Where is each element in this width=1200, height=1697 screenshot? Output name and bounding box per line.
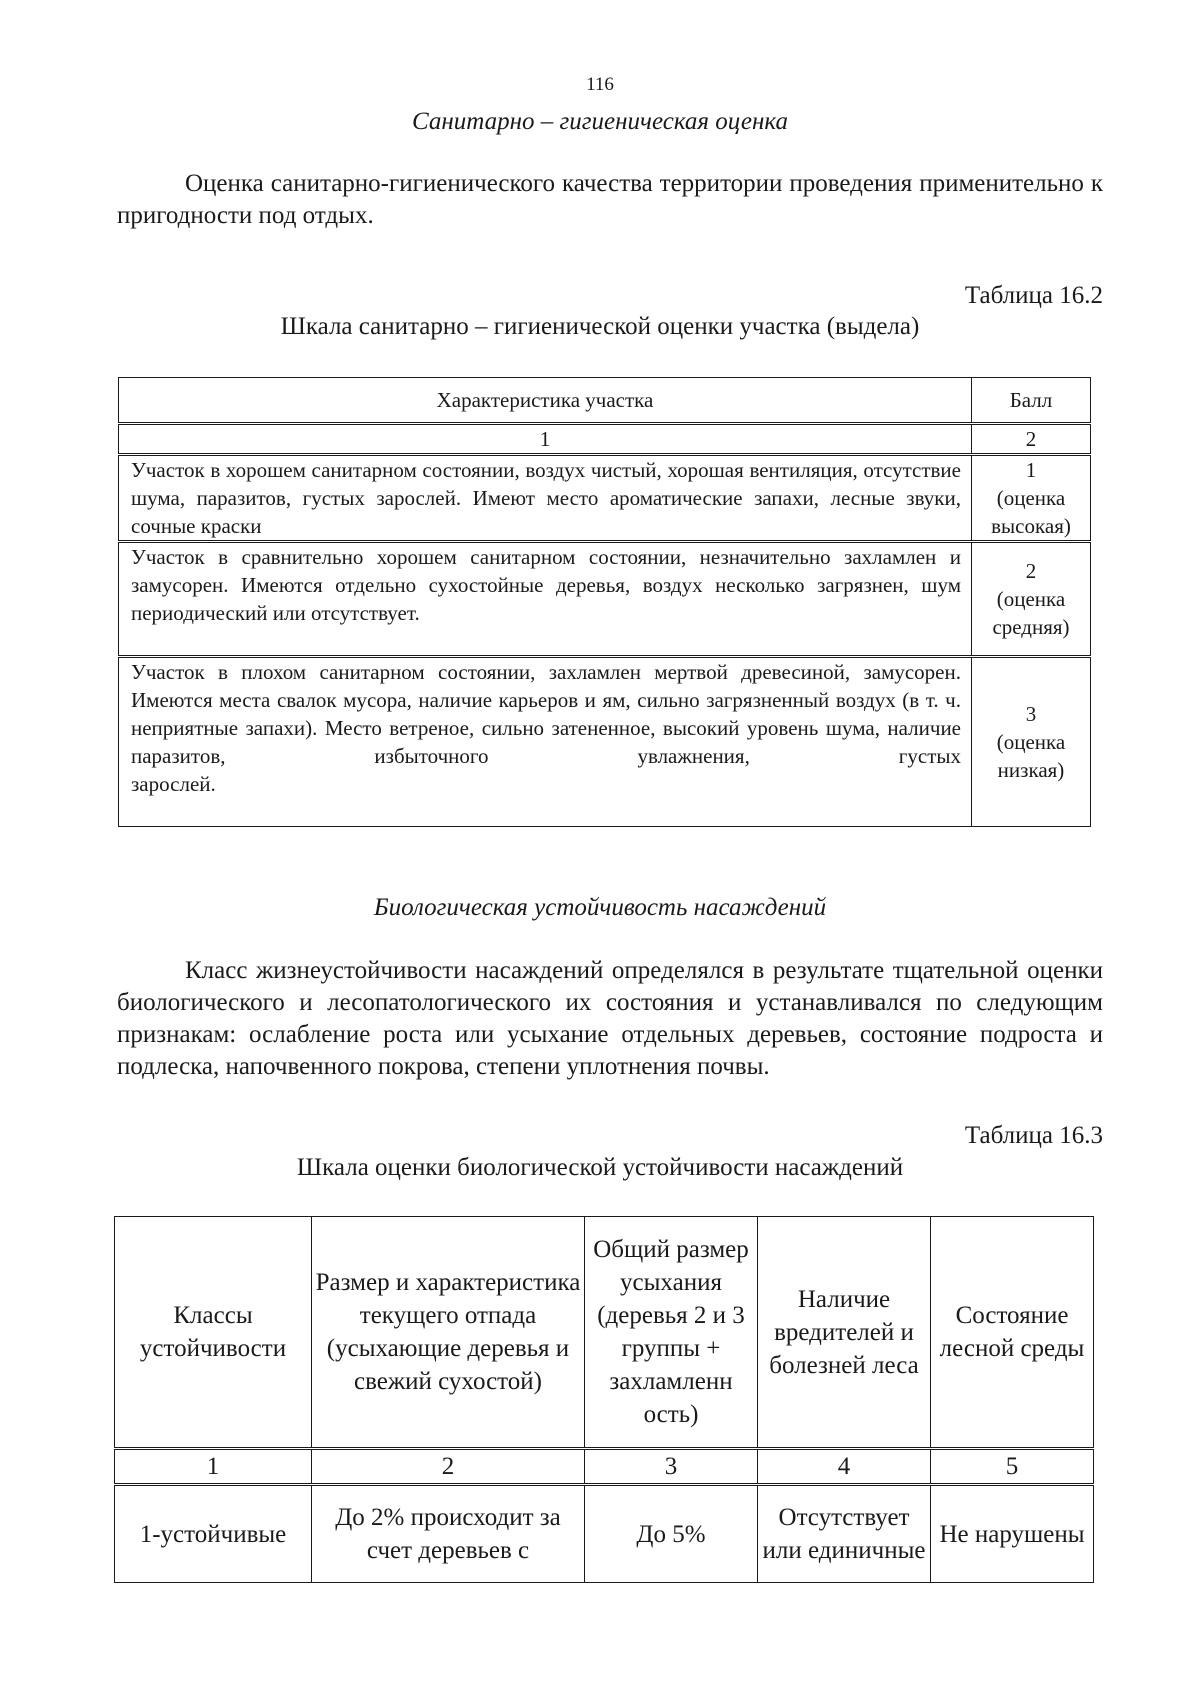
sanitary-scale-table	[118, 377, 1091, 827]
header-current-loss: Размер и характеристика текущего отпада (усыхающие деревья и свежий сухостой)	[312, 1217, 585, 1449]
header-total-drying: Общий размер усыхания (деревья 2 и 3 группы + захламленн ость)	[585, 1217, 758, 1449]
table-row	[115, 1485, 1094, 1583]
row-score-cell	[972, 455, 1091, 542]
row-score-cell	[972, 542, 1091, 657]
header-score: Балл	[972, 378, 1091, 424]
row-description: Участок в сравнительно хорошем санитарном состоянии, незначительно захламлен и замусорен. Имеются отдельно сухостойные деревья, воздух несколько загрязнен, шум периодический или отсутствует.	[119, 542, 972, 657]
row-description: Участок в хорошем санитарном состоянии, воздух чистый, хорошая вентиляция, отсутствие шума, паразитов, густых зарослей. Имеют место ароматические запахи, лесные звуки, сочные краски	[119, 455, 972, 542]
column-number-row	[119, 424, 1091, 455]
row-score: 1	[1025, 458, 1037, 482]
row-score: 2	[1025, 559, 1037, 583]
row-score-cell	[972, 657, 1091, 827]
column-number: 4	[758, 1449, 931, 1485]
row-description: Участок в плохом санитарном состоянии, захламлен мертвой древесиной, замусорен. Имеются места свалок мусора, наличие карьеров и ям, сильно загрязненный воздух (в т. ч. неприятные запахи). Место ветреное, сильно затененное, высокий уровень шума, наличие паразитов, избыточного увлажнения, густых	[131, 660, 961, 768]
column-number: 5	[931, 1449, 1094, 1485]
table-title-16-2: Шкала санитарно – гигиенической оценки участка (выдела)	[280, 313, 920, 340]
row-score: 3	[1025, 702, 1037, 726]
row-score-label: (оценка средняя)	[992, 587, 1070, 639]
biological-stability-table	[114, 1216, 1094, 1583]
cell-total-drying: До 5%	[585, 1485, 758, 1583]
column-number: 3	[585, 1449, 758, 1485]
section-heading-sanitary: Санитарно – гигиеническая оценка	[412, 108, 788, 135]
table-number-16-2: Таблица 16.2	[964, 282, 1103, 309]
paragraph-biological: Класс жизнеустойчивости насаждений определялся в результате тщательной оценки биологического и лесопатологического их состояния и устанавливался по следующим признакам: ослабление роста или усыхание отдельных деревьев, состояние подроста и подлеска, напочвенного покрова, степени уплотнения почвы.	[117, 957, 1103, 1080]
table-row	[119, 657, 1091, 827]
paragraph-sanitary: Оценка санитарно-гигиенического качества территории проведения применительно к пригодности под отдых.	[117, 170, 1103, 229]
table-row	[119, 542, 1091, 657]
column-number: 2	[972, 424, 1091, 455]
table-header-row	[119, 378, 1091, 424]
column-number: 1	[119, 424, 972, 455]
header-characteristic: Характеристика участка	[119, 378, 972, 424]
table-header-row	[115, 1217, 1094, 1449]
column-number: 1	[115, 1449, 312, 1485]
cell-pests-diseases: Отсутствует или единичные	[758, 1485, 931, 1583]
cell-current-loss: До 2% происходит за счет деревьев с	[312, 1485, 585, 1583]
header-stability-classes: Классы устойчивости	[115, 1217, 312, 1449]
table-title-16-3: Шкала оценки биологической устойчивости насаждений	[296, 1154, 904, 1181]
table-row	[119, 455, 1091, 542]
section-heading-biological: Биологическая устойчивость насаждений	[373, 894, 827, 921]
table-number-16-3: Таблица 16.3	[964, 1122, 1103, 1149]
header-pests-diseases: Наличие вредителей и болезней леса	[758, 1217, 931, 1449]
header-forest-environment: Состояние лесной среды	[931, 1217, 1094, 1449]
row-score-label: (оценка низкая)	[996, 730, 1066, 782]
row-description-cell	[119, 657, 972, 827]
cell-stability-class: 1-устойчивые	[115, 1485, 312, 1583]
column-number-row	[115, 1449, 1094, 1485]
column-number: 2	[312, 1449, 585, 1485]
page-number: 116	[586, 74, 614, 95]
cell-forest-environment: Не нарушены	[931, 1485, 1094, 1583]
row-score-label: (оценка высокая)	[991, 486, 1071, 538]
row-description-tail: зарослей.	[131, 772, 216, 796]
